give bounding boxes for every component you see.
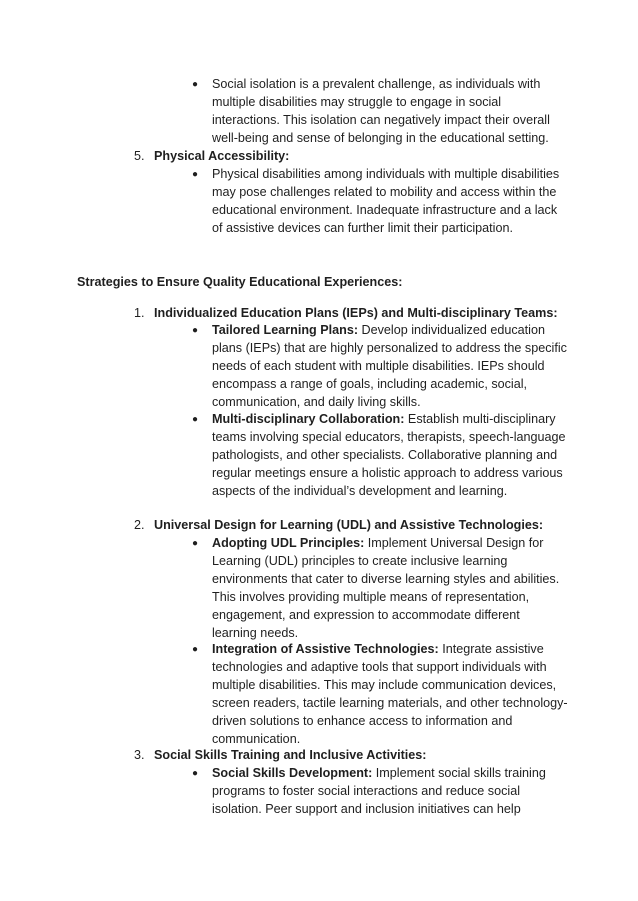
numbered-item: [134, 305, 574, 323]
list-number: 3.: [134, 748, 145, 762]
bullet-label: Multi-disciplinary Collaboration:: [212, 412, 405, 426]
item-title: Social Skills Training and Inclusive Activities:: [154, 748, 427, 762]
bullet-text: Integrate assistive technologies and adaptive tools that support individuals with multiple disabilities. This may include communication devices, screen readers, tactile learning materials, and other technology-driven solutions to enhance access to information and communication.: [212, 642, 568, 746]
bullet-icon: ●: [192, 79, 199, 90]
section-heading: Strategies to Ensure Quality Educational Experiences:: [77, 275, 403, 289]
bullet-icon: ●: [192, 538, 199, 549]
bullet-text: Implement social skills training programs to foster social interactions and reduce social isolation. Peer support and inclusion initiatives can help: [212, 766, 546, 816]
bullet-icon: ●: [192, 169, 199, 180]
bullet-text: Develop individualized education plans (IEPs) that are highly personalized to address the specific needs of each student with multiple disabilities. IEPs should encompass a range of goals, including academic, social, communication, and daily living skills.: [212, 323, 567, 409]
list-number: 5.: [134, 149, 145, 163]
list-item: [192, 765, 568, 819]
numbered-item: [134, 148, 574, 166]
list-item: [192, 76, 568, 148]
bullet-icon: ●: [192, 768, 199, 779]
bullet-text: Social isolation is a prevalent challenge, as individuals with multiple disabilities may struggle to engage in social interactions. This isolation can negatively impact their overall well-being and sense of belonging in the educational setting.: [212, 77, 550, 145]
list-item: [192, 322, 568, 412]
bullet-text: Implement Universal Design for Learning (UDL) principles to create inclusive learning environments that cater to diverse learning styles and abilities. This involves providing multiple means of representation, engagement, and expression to accommodate different learning needs.: [212, 536, 560, 640]
bullet-label: Social Skills Development:: [212, 766, 373, 780]
numbered-item: [134, 517, 574, 535]
bullet-label: Tailored Learning Plans:: [212, 323, 359, 337]
bullet-label: Adopting UDL Principles:: [212, 536, 365, 550]
list-item: [192, 535, 568, 642]
item-title: Physical Accessibility:: [154, 149, 290, 163]
list-number: 1.: [134, 306, 145, 320]
list-number: 2.: [134, 518, 145, 532]
bullet-icon: ●: [192, 644, 199, 655]
bullet-text: Establish multi-disciplinary teams involving special educators, therapists, speech-language pathologists, and other specialists. Collaborative planning and regular meetings ensure a holistic approach to address various aspects of the individual’s development and learning.: [212, 412, 566, 498]
list-item: [192, 641, 568, 748]
bullet-icon: ●: [192, 325, 199, 336]
bullet-icon: ●: [192, 414, 199, 425]
bullet-label: Integration of Assistive Technologies:: [212, 642, 439, 656]
list-item: [192, 166, 568, 238]
item-title: Individualized Education Plans (IEPs) and Multi-disciplinary Teams:: [154, 306, 558, 320]
list-item: [192, 411, 568, 501]
numbered-item: [134, 747, 574, 765]
item-title: Universal Design for Learning (UDL) and Assistive Technologies:: [154, 518, 544, 532]
bullet-text: Physical disabilities among individuals with multiple disabilities may pose challenges related to mobility and access within the educational environment. Inadequate infrastructure and a lack of assistive devices can further limit their participation.: [212, 167, 560, 235]
